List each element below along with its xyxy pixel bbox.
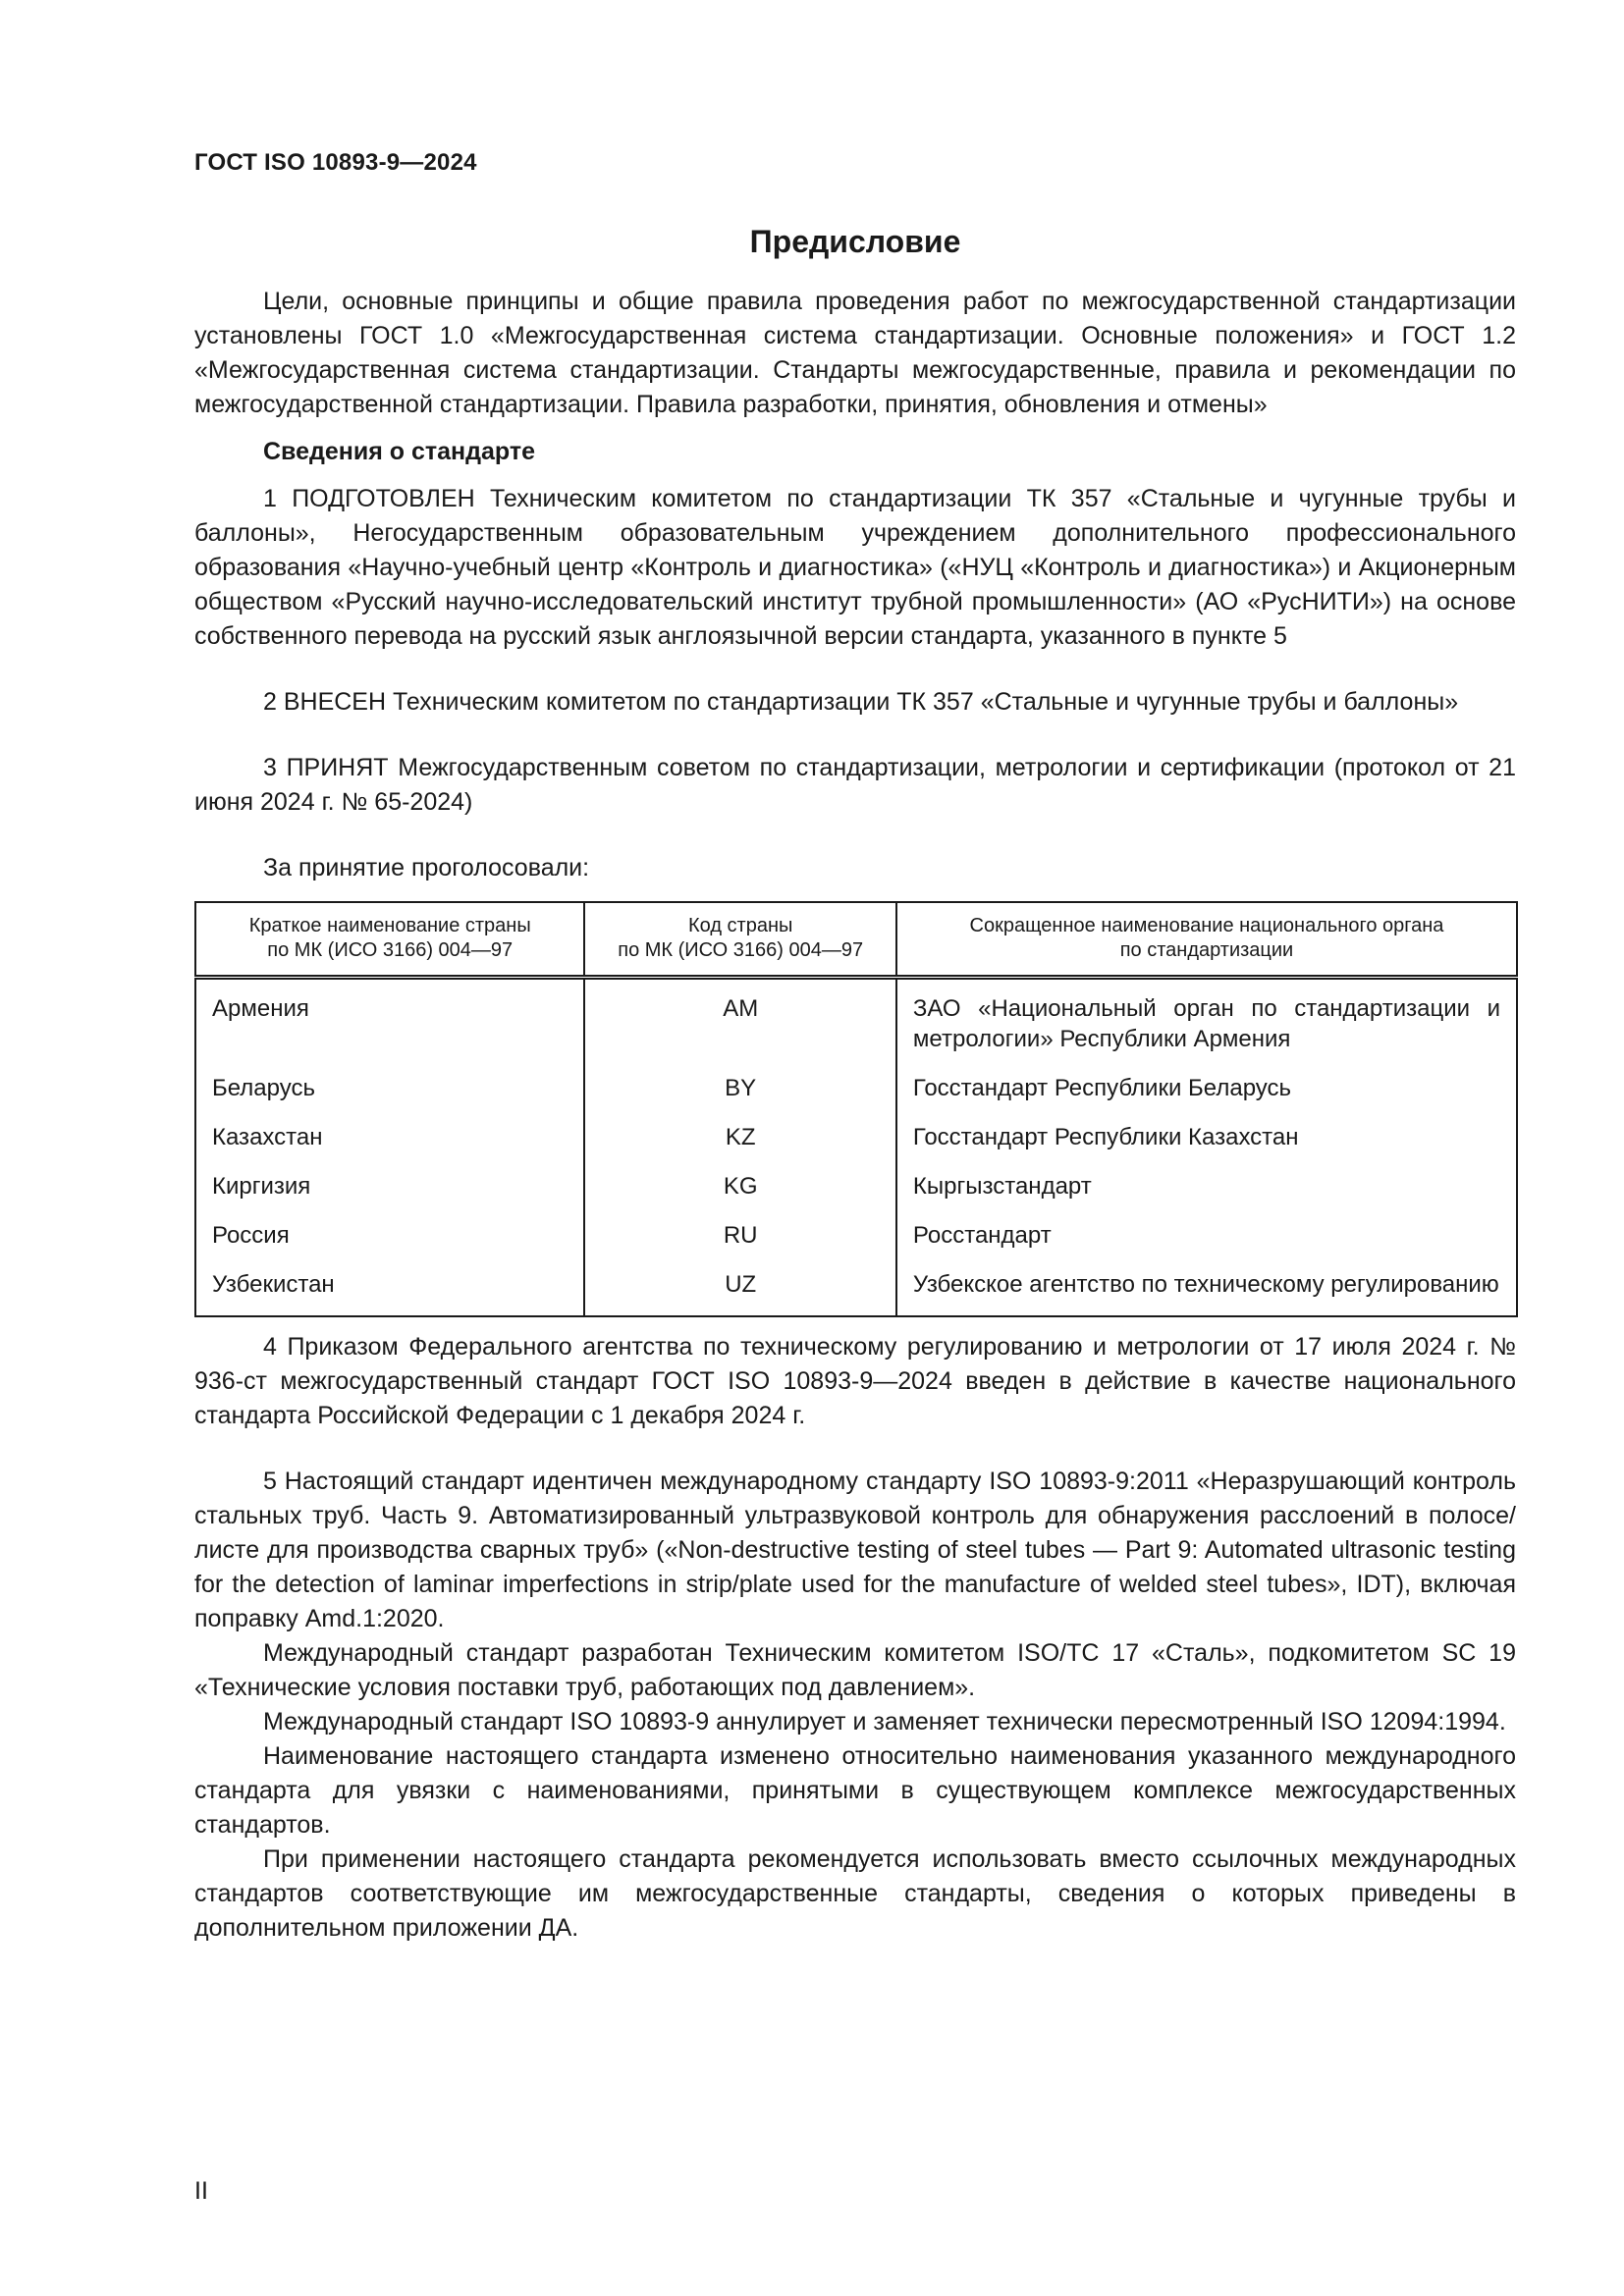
country-cell: Беларусь	[195, 1065, 584, 1114]
table-header-row	[195, 902, 1517, 978]
table-row	[195, 1163, 1517, 1212]
organization-cell: Госстандарт Республики Казахстан	[896, 1114, 1517, 1163]
page-number: II	[194, 2177, 208, 2205]
item-1-paragraph: 1 ПОДГОТОВЛЕН Техническим комитетом по стандартизации ТК 357 «Стальные и чугунные трубы и баллоны», Негосударственным образовательным учреждением дополнительного профессионального образования «Научно-учебный центр «Контроль и диагностика» («НУЦ «Контроль и диагностика») и Акционерным обществом «Русский научно-исследовательский институт трубной промышленности» (АО «РусНИТИ») на основе собственного перевода на русский язык англоязычной версии стандарта, указанного в пункте 5	[194, 485, 1516, 650]
voted-label: За принятие проголосовали:	[263, 854, 590, 881]
organization-cell: Росстандарт	[896, 1212, 1517, 1261]
document-body	[194, 285, 1516, 1946]
item-3-paragraph: 3 ПРИНЯТ Межгосударственным советом по стандартизации, метрологии и сертификации (протокол от 21 июня 2024 г. № 65-2024)	[194, 754, 1516, 816]
section-heading: Сведения о стандарте	[263, 438, 536, 465]
country-cell: Казахстан	[195, 1114, 584, 1163]
country-cell: Армения	[195, 978, 584, 1066]
code-cell: RU	[584, 1212, 895, 1261]
code-cell: BY	[584, 1065, 895, 1114]
code-cell: KG	[584, 1163, 895, 1212]
organization-cell: ЗАО «Национальный орган по стандартизации и метрологии» Республики Армения	[896, 978, 1517, 1066]
header-organization: Сокращенное наименование национального органа по стандартизации	[896, 902, 1517, 978]
code-cell: UZ	[584, 1261, 895, 1316]
header-code: Код страны по МК (ИСО 3166) 004—97	[584, 902, 895, 978]
code-cell: KZ	[584, 1114, 895, 1163]
country-cell: Россия	[195, 1212, 584, 1261]
organization-cell: Госстандарт Республики Беларусь	[896, 1065, 1517, 1114]
item-5-title-change-paragraph: Наименование настоящего стандарта изменено относительно наименования указанного международного стандарта для увязки с наименованиями, принятыми в существующем комплексе межгосударственных стандартов.	[194, 1742, 1516, 1839]
item-4-paragraph: 4 Приказом Федерального агентства по техническому регулированию и метрологии от 17 июля 2024 г. № 936-ст межгосударственный стандарт ГОСТ ISO 10893-9—2024 введен в действие в качестве национального стандарта Российской Федерации с 1 декабря 2024 г.	[194, 1333, 1516, 1429]
item-2-paragraph: 2 ВНЕСЕН Техническим комитетом по стандартизации ТК 357 «Стальные и чугунные трубы и баллоны»	[263, 688, 1459, 716]
organization-cell: Кыргызстандарт	[896, 1163, 1517, 1212]
item-5-application-paragraph: При применении настоящего стандарта рекомендуется использовать вместо ссылочных международных стандартов соответствующие им межгосударственные стандарты, сведения о которых приведены в дополнительном приложении ДА.	[194, 1845, 1516, 1942]
table-row	[195, 1212, 1517, 1261]
table-row	[195, 1261, 1517, 1316]
table-row	[195, 1114, 1517, 1163]
country-cell: Киргизия	[195, 1163, 584, 1212]
item-5-paragraph: 5 Настоящий стандарт идентичен международному стандарту ISO 10893-9:2011 «Неразрушающий контроль стальных труб. Часть 9. Автоматизированный ультразвуковой контроль для обнаружения расслоений в полосе/листе для производства сварных труб» («Non-destructive testing of steel tubes — Part 9: Automated ultrasonic testing for the detection of laminar imperfections in strip/plate used for the manufacture of welded steel tubes», IDT), включая поправку Amd.1:2020.	[194, 1468, 1516, 1632]
header-country: Краткое наименование страны по МК (ИСО 3166) 004—97	[195, 902, 584, 978]
voting-countries-table	[194, 901, 1518, 1317]
item-5-developer-paragraph: Международный стандарт разработан Техническим комитетом ISO/TC 17 «Сталь», подкомитетом SC 19 «Технические условия поставки труб, работающих под давлением».	[194, 1639, 1516, 1701]
country-cell: Узбекистан	[195, 1261, 584, 1316]
page-title: Предисловие	[749, 224, 961, 259]
item-5-supersedes-paragraph: Международный стандарт ISO 10893-9 аннулирует и заменяет технически пересмотренный ISO 12094:1994.	[263, 1708, 1506, 1735]
intro-paragraph: Цели, основные принципы и общие правила проведения работ по межгосударственной стандартизации установлены ГОСТ 1.0 «Межгосударственная система стандартизации. Основные положения» и ГОСТ 1.2 «Межгосударственная система стандартизации. Стандарты межгосударственные, правила и рекомендации по межгосударственной стандартизации. Правила разработки, принятия, обновления и отмены»	[194, 288, 1516, 418]
document-id-header: ГОСТ ISO 10893-9—2024	[194, 149, 477, 176]
table-row	[195, 1065, 1517, 1114]
table-row	[195, 978, 1517, 1066]
organization-cell: Узбекское агентство по техническому регулированию	[896, 1261, 1517, 1316]
code-cell: AM	[584, 978, 895, 1066]
